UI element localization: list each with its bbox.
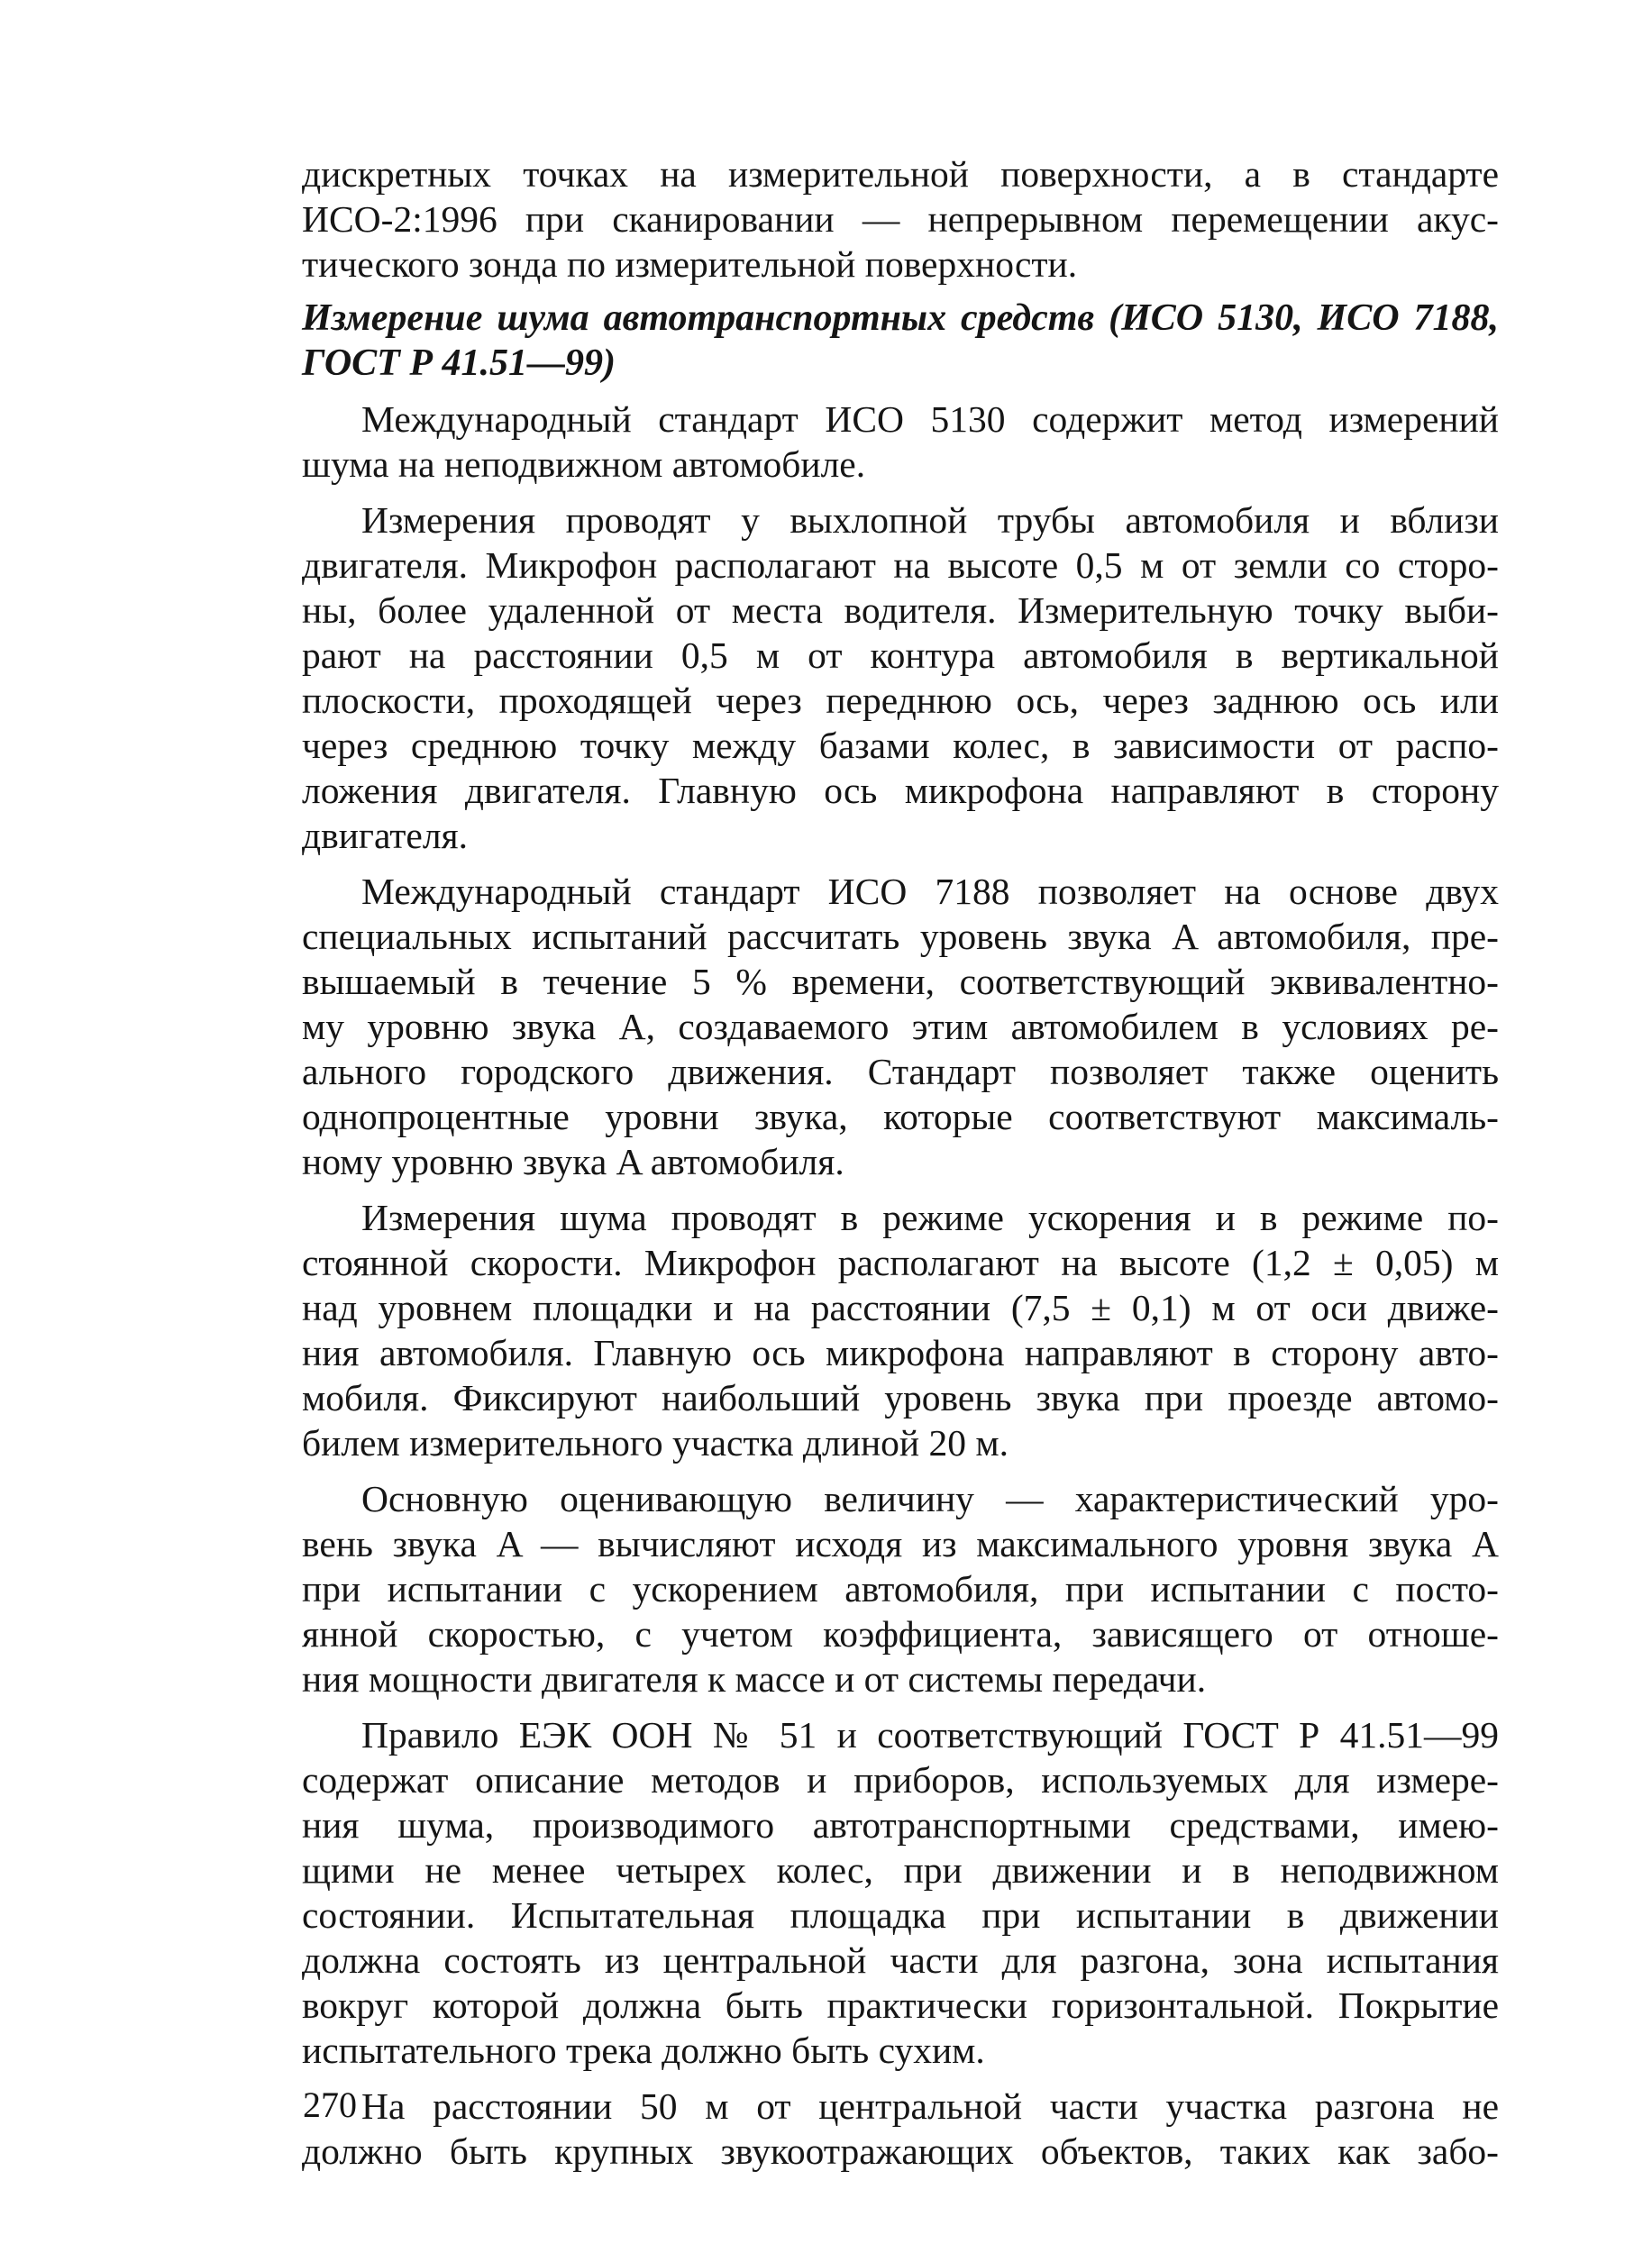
text-line: ложения двигателя. Главную ось микрофона направляют в сторону	[302, 770, 1499, 811]
text-line: Международный стандарт ИСО 7188 позволяет на основе двух	[361, 871, 1499, 912]
text-line: двигателя.	[302, 815, 469, 856]
text-line: через среднюю точку между базами колес, в зависимости от распо-	[302, 725, 1499, 766]
text-line: На расстоянии 50 м от центральной части участка разгона не	[361, 2085, 1499, 2127]
text-line: Правило ЕЭК ООН № 51 и соответствующий ГОСТ Р 41.51—99	[361, 1714, 1499, 1756]
text-line: стоянной скорости. Микрофон располагают на высоте (1,2 ± 0,05) м	[302, 1242, 1499, 1283]
text-line: состоянии. Испытательная площадка при испытании в движении	[302, 1894, 1499, 1936]
text-line: ны, более удаленной от места водителя. Измерительную точку выби-	[302, 589, 1499, 631]
text-line: над уровнем площадки и на расстоянии (7,5 ± 0,1) м от оси движе-	[302, 1287, 1499, 1328]
paragraph-unece-51	[302, 1712, 1499, 2073]
text-line: щими не менее четырех колес, при движении и в неподвижном	[302, 1849, 1499, 1891]
text-line: ния шума, производимого автотранспортными средствами, имею-	[302, 1804, 1499, 1846]
text-line: Международный стандарт ИСО 5130 содержит метод измерений	[361, 398, 1499, 440]
paragraph-iso-7188	[302, 869, 1499, 1184]
text-line: плоскости, проходящей через переднюю ось, через заднюю ось или	[302, 680, 1499, 721]
paragraph-characteristic-level	[302, 1476, 1499, 1701]
text-line: Измерения проводят у выхлопной трубы автомобиля и вблизи	[361, 499, 1499, 541]
text-line: ИСО-2:1996 при сканировании — непрерывном перемещении акус-	[302, 198, 1499, 240]
text-line: должна состоять из центральной части для разгона, зона испытания	[302, 1939, 1499, 1981]
text-line: янной скоростью, с учетом коэффициента, зависящего от отноше-	[302, 1613, 1499, 1655]
paragraph-acceleration-mode	[302, 1195, 1499, 1465]
text-line: содержат описание методов и приборов, используемых для измере-	[302, 1759, 1499, 1801]
text-line: Основную оценивающую величину — характеристический уро-	[361, 1478, 1499, 1519]
paragraph-iso-5130	[302, 397, 1499, 487]
text-line: му уровню звука A, создаваемого этим автомобилем в условиях ре-	[302, 1006, 1499, 1047]
text-line: Измерения шума проводят в режиме ускорения и в режиме по-	[361, 1197, 1499, 1238]
text-line: ального городского движения. Стандарт позволяет также оценить	[302, 1051, 1499, 1092]
text-line: специальных испытаний рассчитать уровень звука A автомобиля, пре-	[302, 916, 1499, 957]
page-number: 270	[303, 2084, 357, 2125]
lead-paragraph	[302, 151, 1499, 287]
text-line: дискретных точках на измерительной поверхности, а в стандарте	[302, 153, 1499, 195]
text-line: тического зонда по измерительной поверхности.	[302, 243, 1078, 285]
text-line: вень звука A — вычисляют исходя из максимального уровня звука A	[302, 1523, 1499, 1564]
text-line: вокруг которой должна быть практически горизонтальной. Покрытие	[302, 1984, 1499, 2026]
text-line: однопроцентные уровни звука, которые соответствуют максималь-	[302, 1096, 1499, 1137]
section-heading	[302, 296, 1499, 386]
heading-line: ГОСТ Р 41.51—99)	[302, 342, 616, 384]
text-line: двигателя. Микрофон располагают на высоте 0,5 м от земли со сторо-	[302, 544, 1499, 586]
text-line: при испытании с ускорением автомобиля, при испытании с посто-	[302, 1568, 1499, 1610]
text-line: должно быть крупных звукоотражающих объектов, таких как забо-	[302, 2130, 1499, 2172]
text-line: ному уровню звука A автомобиля.	[302, 1141, 844, 1182]
paragraph-exhaust-measurement	[302, 497, 1499, 858]
heading-line: Измерение шума автотранспортных средств (ИСО 5130, ИСО 7188,	[302, 297, 1499, 339]
text-line: рают на расстоянии 0,5 м от контура автомобиля в вертикальной	[302, 634, 1499, 676]
text-line: билем измерительного участка длиной 20 м.	[302, 1422, 1009, 1464]
text-line: ния автомобиля. Главную ось микрофона направляют в сторону авто-	[302, 1332, 1499, 1373]
text-line: вышаемый в течение 5 % времени, соответствующий эквивалентно-	[302, 961, 1499, 1002]
text-line: шума на неподвижном автомобиле.	[302, 443, 866, 485]
text-line: ния мощности двигателя к массе и от системы передачи.	[302, 1658, 1207, 1700]
text-line: испытательного трека должно быть сухим.	[302, 2030, 985, 2071]
text-line: мобиля. Фиксируют наибольший уровень звука при проезде автомо-	[302, 1377, 1499, 1418]
paragraph-test-site-clearance	[302, 2084, 1499, 2174]
page-body	[302, 151, 1499, 2174]
